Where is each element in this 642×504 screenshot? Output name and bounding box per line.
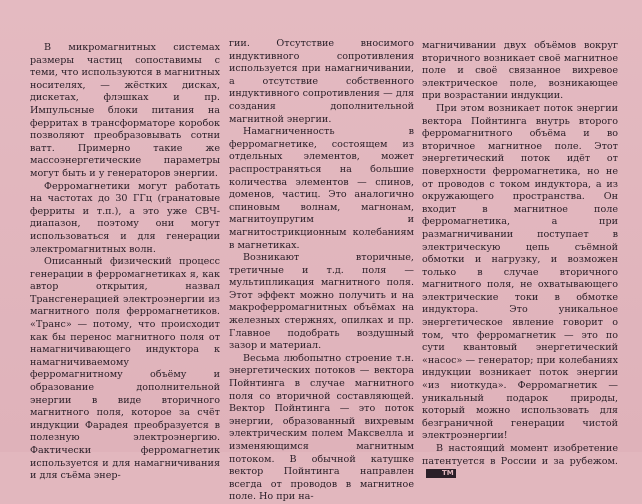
final-sentence: В настоящий момент изобретение патентуется в России и за рубежом. (422, 443, 618, 467)
text-column-3 (422, 40, 618, 481)
paragraph: магничивании двух объёмов вокруг вторичного возникает своё магнитное поле и своё связанное вихревое электрическое поле, возникающее при возрастании индукции. (422, 40, 618, 102)
paragraph: Намагниченность в ферромагнетике, состоящем из отдельных элементов, может распространяться на большие количества элементов — спинов, доменов, частиц. Это аналогично спиновым волнам, магнонам, магнитоупругим и магнитострикционным колебаниям в магнетиках. (229, 126, 414, 251)
paragraph: Весьма любопытно строение т.н. энергетических потоков — вектора Пойнтинга в случае магнитного поля со вторичной составляющей. Вектор Пойнтинга — это поток энергии, образованный вихревым электрическим полем Максвелла и изменяющимся магнитным потоком. В обычной катушке вектор Пойнтинга направлен всегда от проводов в магнитное поле. Но при на- (229, 352, 414, 503)
paragraph: В микромагнитных системах размеры частиц сопоставимы с теми, что используются в магнитных носителях, — жёстких дисках, дискетах, флэшках и пр. Импульсные блоки питания на ферритах в трансформаторе коробок позволяют преобразовывать сотни ватт. Примерно такие же массоэнергетические параметры могут быть и у генераторов энергии. (30, 42, 220, 179)
paragraph: Описанный физический процесс генерации в ферромагнетиках я, как автор открытия, назвал Трансгенерацией электроэнергии из магнитного поля ферромагнетиков. «Транс» — потому, что происходит как бы перенос магнитного поля от намагничивающего индуктора к намагничиваемому ферромагнитному объёму и образование дополнительной энергии в виде вторичного магнитного поля, которое за счёт индукции Фарадея преобразуется в полезную электроэнергию. Фактически ферромагнетик используется и для намагничивания и для съёма энер- (30, 256, 220, 482)
paragraph: Ферромагнетики могут работать на частотах до 30 ГГц (гранатовые ферриты и т.п.), а это уже СВЧ-диапазон, поэтому они могут использоваться и для генерации электромагнитных волн. (30, 180, 220, 255)
text-column-1 (30, 42, 220, 483)
end-of-article-mark: TM (426, 469, 456, 478)
paragraph: При этом возникает поток энергии вектора Пойнтинга внутрь второго ферромагнитного объёма и во вторичное магнитное поле. Этот энергетический поток идёт от поверхности ферромагнетика, но не от проводов с током индуктора, а из окружающего пространства. Он входит в магнитное поле ферромагнетика, а при размагничивании поступает в электрическую цепь съёмной обмотки и нагрузку, и возможен только в случае вторичного магнитного поля, не охватывающего электрические токи в обмотке индуктора. Это уникальное энергетическое явление говорит о том, что ферромагнетик — это по сути квантовый энергетический «насос» — генератор; при колебаниях индукции возникает поток энергии «из ниоткуда». Ферромагнетик — уникальный подарок природы, который можно использовать для безграничной генерации чистой электроэнергии! (422, 102, 618, 442)
paragraph (422, 443, 618, 481)
text-column-2 (229, 38, 414, 504)
paragraph: Возникают вторичные, третичные и т.д. поля — мультипликация магнитного поля. Этот эффект можно получить и на макроферромагнитных объёмах на железных стержнях, опилках и пр. Главное подобрать воздушный зазор и материал. (229, 252, 414, 352)
paragraph: гии. Отсутствие вносимого индуктивного сопротивления используется при намагничивании, а отсутствие собственного индуктивного сопротивления — для создания дополнительной магнитной энергии. (229, 38, 414, 125)
